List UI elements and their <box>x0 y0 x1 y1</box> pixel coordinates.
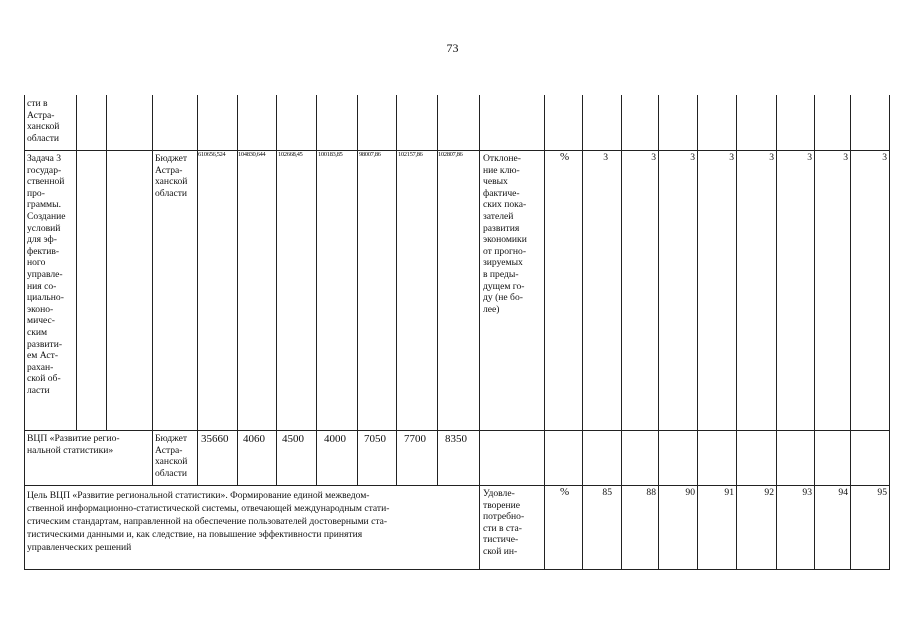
column-line <box>697 95 698 570</box>
amount-cell: 7050 <box>364 433 386 445</box>
row-line <box>24 430 889 431</box>
amount-cell: 102807,86 <box>438 151 463 158</box>
amount-cell: 610656,524 <box>198 151 226 158</box>
table-border-bottom <box>24 569 890 570</box>
task-name-cell: Задача 3 государ- ственной про- граммы. Создание условий для эф- фектив- ного управле- ния со- циально- эконо- мичес- ским развити- ем Аст- рахан- ской об- ласти <box>27 153 66 396</box>
value-cell: 3 <box>769 152 774 163</box>
value-cell: 3 <box>807 152 812 163</box>
value-cell: 3 <box>690 152 695 163</box>
amount-cell: 100183,85 <box>318 151 343 158</box>
amount-cell: 104830,644 <box>238 151 266 158</box>
table-border-right <box>889 95 890 570</box>
indicator-cell: Удовле- творение потребно- сти в ста- тистиче- ской ин- <box>483 488 525 557</box>
value-cell: 3 <box>843 152 848 163</box>
value-cell: 3 <box>651 152 656 163</box>
value-cell: 91 <box>724 487 734 498</box>
column-line <box>106 95 107 430</box>
column-line <box>316 95 317 485</box>
column-line <box>152 95 153 485</box>
value-cell: 3 <box>603 152 608 163</box>
value-cell: 3 <box>882 152 887 163</box>
value-cell: 95 <box>877 487 887 498</box>
value-cell: 85 <box>602 487 612 498</box>
amount-cell: 102668,45 <box>278 151 303 158</box>
column-line <box>357 95 358 485</box>
amount-cell: 4060 <box>243 433 265 445</box>
column-line <box>621 95 622 570</box>
unit-cell: % <box>560 151 570 163</box>
amount-cell: 7700 <box>404 433 426 445</box>
amount-cell: 98007,86 <box>359 151 381 158</box>
amount-cell: 4500 <box>282 433 304 445</box>
column-line <box>396 95 397 485</box>
funding-source-cell: Бюджет Астра- ханской области <box>155 153 188 199</box>
column-line <box>850 95 851 570</box>
column-line <box>736 95 737 570</box>
value-cell: 3 <box>729 152 734 163</box>
page-number: 73 <box>446 41 459 55</box>
amount-cell: 8350 <box>445 433 467 445</box>
column-line <box>479 95 480 570</box>
value-cell: 92 <box>764 487 774 498</box>
program-table <box>24 95 890 570</box>
funding-source-cell: Бюджет Астра- ханской области <box>155 433 188 479</box>
row-line <box>24 485 889 486</box>
column-line <box>814 95 815 570</box>
value-cell: 94 <box>838 487 848 498</box>
column-line <box>776 95 777 570</box>
subject-cell: сти в Астра- ханской области <box>27 98 60 144</box>
table-border-left <box>24 95 25 570</box>
amount-cell: 102157,86 <box>398 151 423 158</box>
value-cell: 93 <box>802 487 812 498</box>
amount-cell: 35660 <box>201 433 229 445</box>
amount-cell: 4000 <box>324 433 346 445</box>
indicator-cell: Отклоне- ние клю- чевых фактиче- ских пока- зателей развития экономики от прогно- зируемых в преды- дущем го- ду (не бо- лее) <box>483 153 527 315</box>
column-line <box>582 95 583 570</box>
vcp-name-cell: ВЦП «Развитие регио- нальной статистики» <box>27 433 120 456</box>
value-cell: 88 <box>646 487 656 498</box>
value-cell: 90 <box>685 487 695 498</box>
goal-text-cell: Цель ВЦП «Развитие региональной статистики». Формирование единой межведом- ственной информационно-статистической системы, отвечающей международным стати- стическим стандартам, направленной на обеспечение пользователей достоверными ста- тистическими данными и, как следствие, на повышение эффективности принятия управленческих решений <box>27 490 390 553</box>
column-line <box>658 95 659 570</box>
unit-cell: % <box>560 486 570 498</box>
column-line <box>276 95 277 485</box>
